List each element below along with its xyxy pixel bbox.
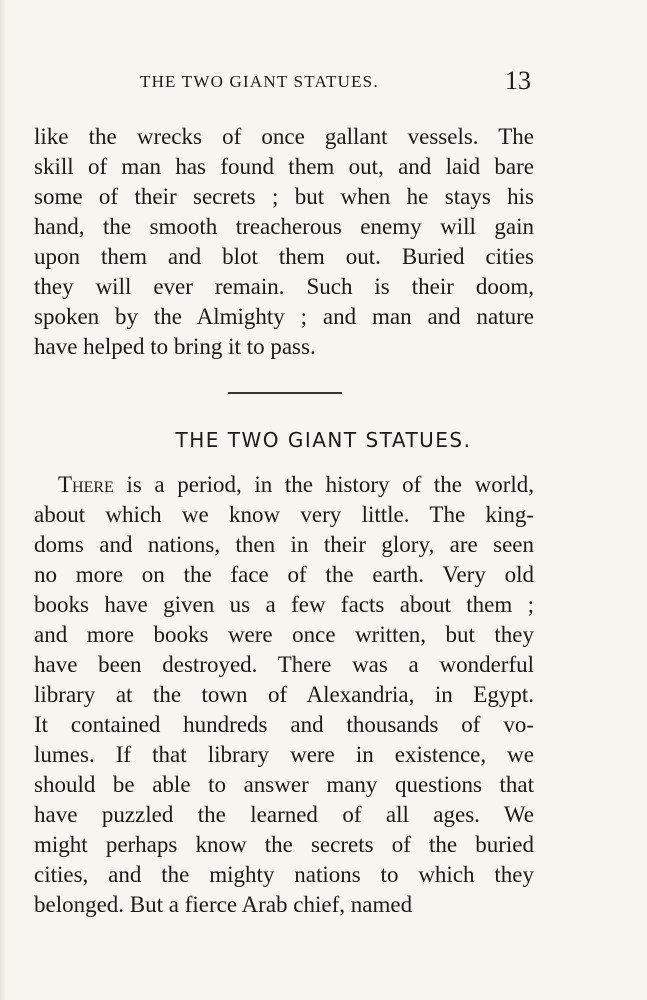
text-line: and more books were once written, but they	[34, 622, 534, 647]
page-gutter-edge	[0, 0, 6, 1000]
text-line: books have given us a few facts about them ;	[34, 592, 534, 617]
running-title: THE TWO GIANT STATUES.	[140, 72, 379, 91]
text-line: have puzzled the learned of all ages. We	[34, 802, 534, 827]
text-line: no more on the face of the earth. Very old	[34, 562, 534, 587]
text-line: belonged. But a fierce Arab chief, named	[34, 892, 413, 917]
page-number: 13	[505, 66, 531, 95]
text-line: about which we know very little. The king-	[34, 502, 534, 527]
section-paragraph	[34, 470, 534, 920]
text-line-first	[34, 470, 534, 500]
section-divider-rule	[228, 392, 342, 394]
text-line: lumes. If that library were in existence, we	[34, 742, 534, 767]
text-line: library at the town of Alexandria, in Egypt.	[34, 682, 534, 707]
section-title: THE TWO GIANT STATUES.	[175, 428, 472, 452]
running-header	[0, 68, 647, 98]
drop-word: There	[58, 472, 114, 497]
text-line: have helped to bring it to pass.	[34, 334, 316, 359]
text-line: doms and nations, then in their glory, are seen	[34, 532, 534, 557]
text-line: might perhaps know the secrets of the buried	[34, 832, 534, 857]
text-line: have been destroyed. There was a wonderful	[34, 652, 534, 677]
text-line: It contained hundreds and thousands of vo-	[34, 712, 534, 737]
continued-paragraph	[34, 122, 534, 362]
text-line: upon them and blot them out. Buried cities	[34, 244, 534, 269]
text-line: skill of man has found them out, and laid bare	[34, 154, 534, 179]
text-line: should be able to answer many questions that	[34, 772, 534, 797]
text-line: cities, and the mighty nations to which they	[34, 862, 534, 887]
text-line: like the wrecks of once gallant vessels. The	[34, 124, 534, 149]
text-line: hand, the smooth treacherous enemy will gain	[34, 214, 534, 239]
text-line-rest: is a period, in the history of the world,	[113, 472, 534, 497]
text-line: some of their secrets ; but when he stays his	[34, 184, 534, 209]
text-line: spoken by the Almighty ; and man and nature	[34, 304, 534, 329]
text-line: they will ever remain. Such is their doom,	[34, 274, 534, 299]
